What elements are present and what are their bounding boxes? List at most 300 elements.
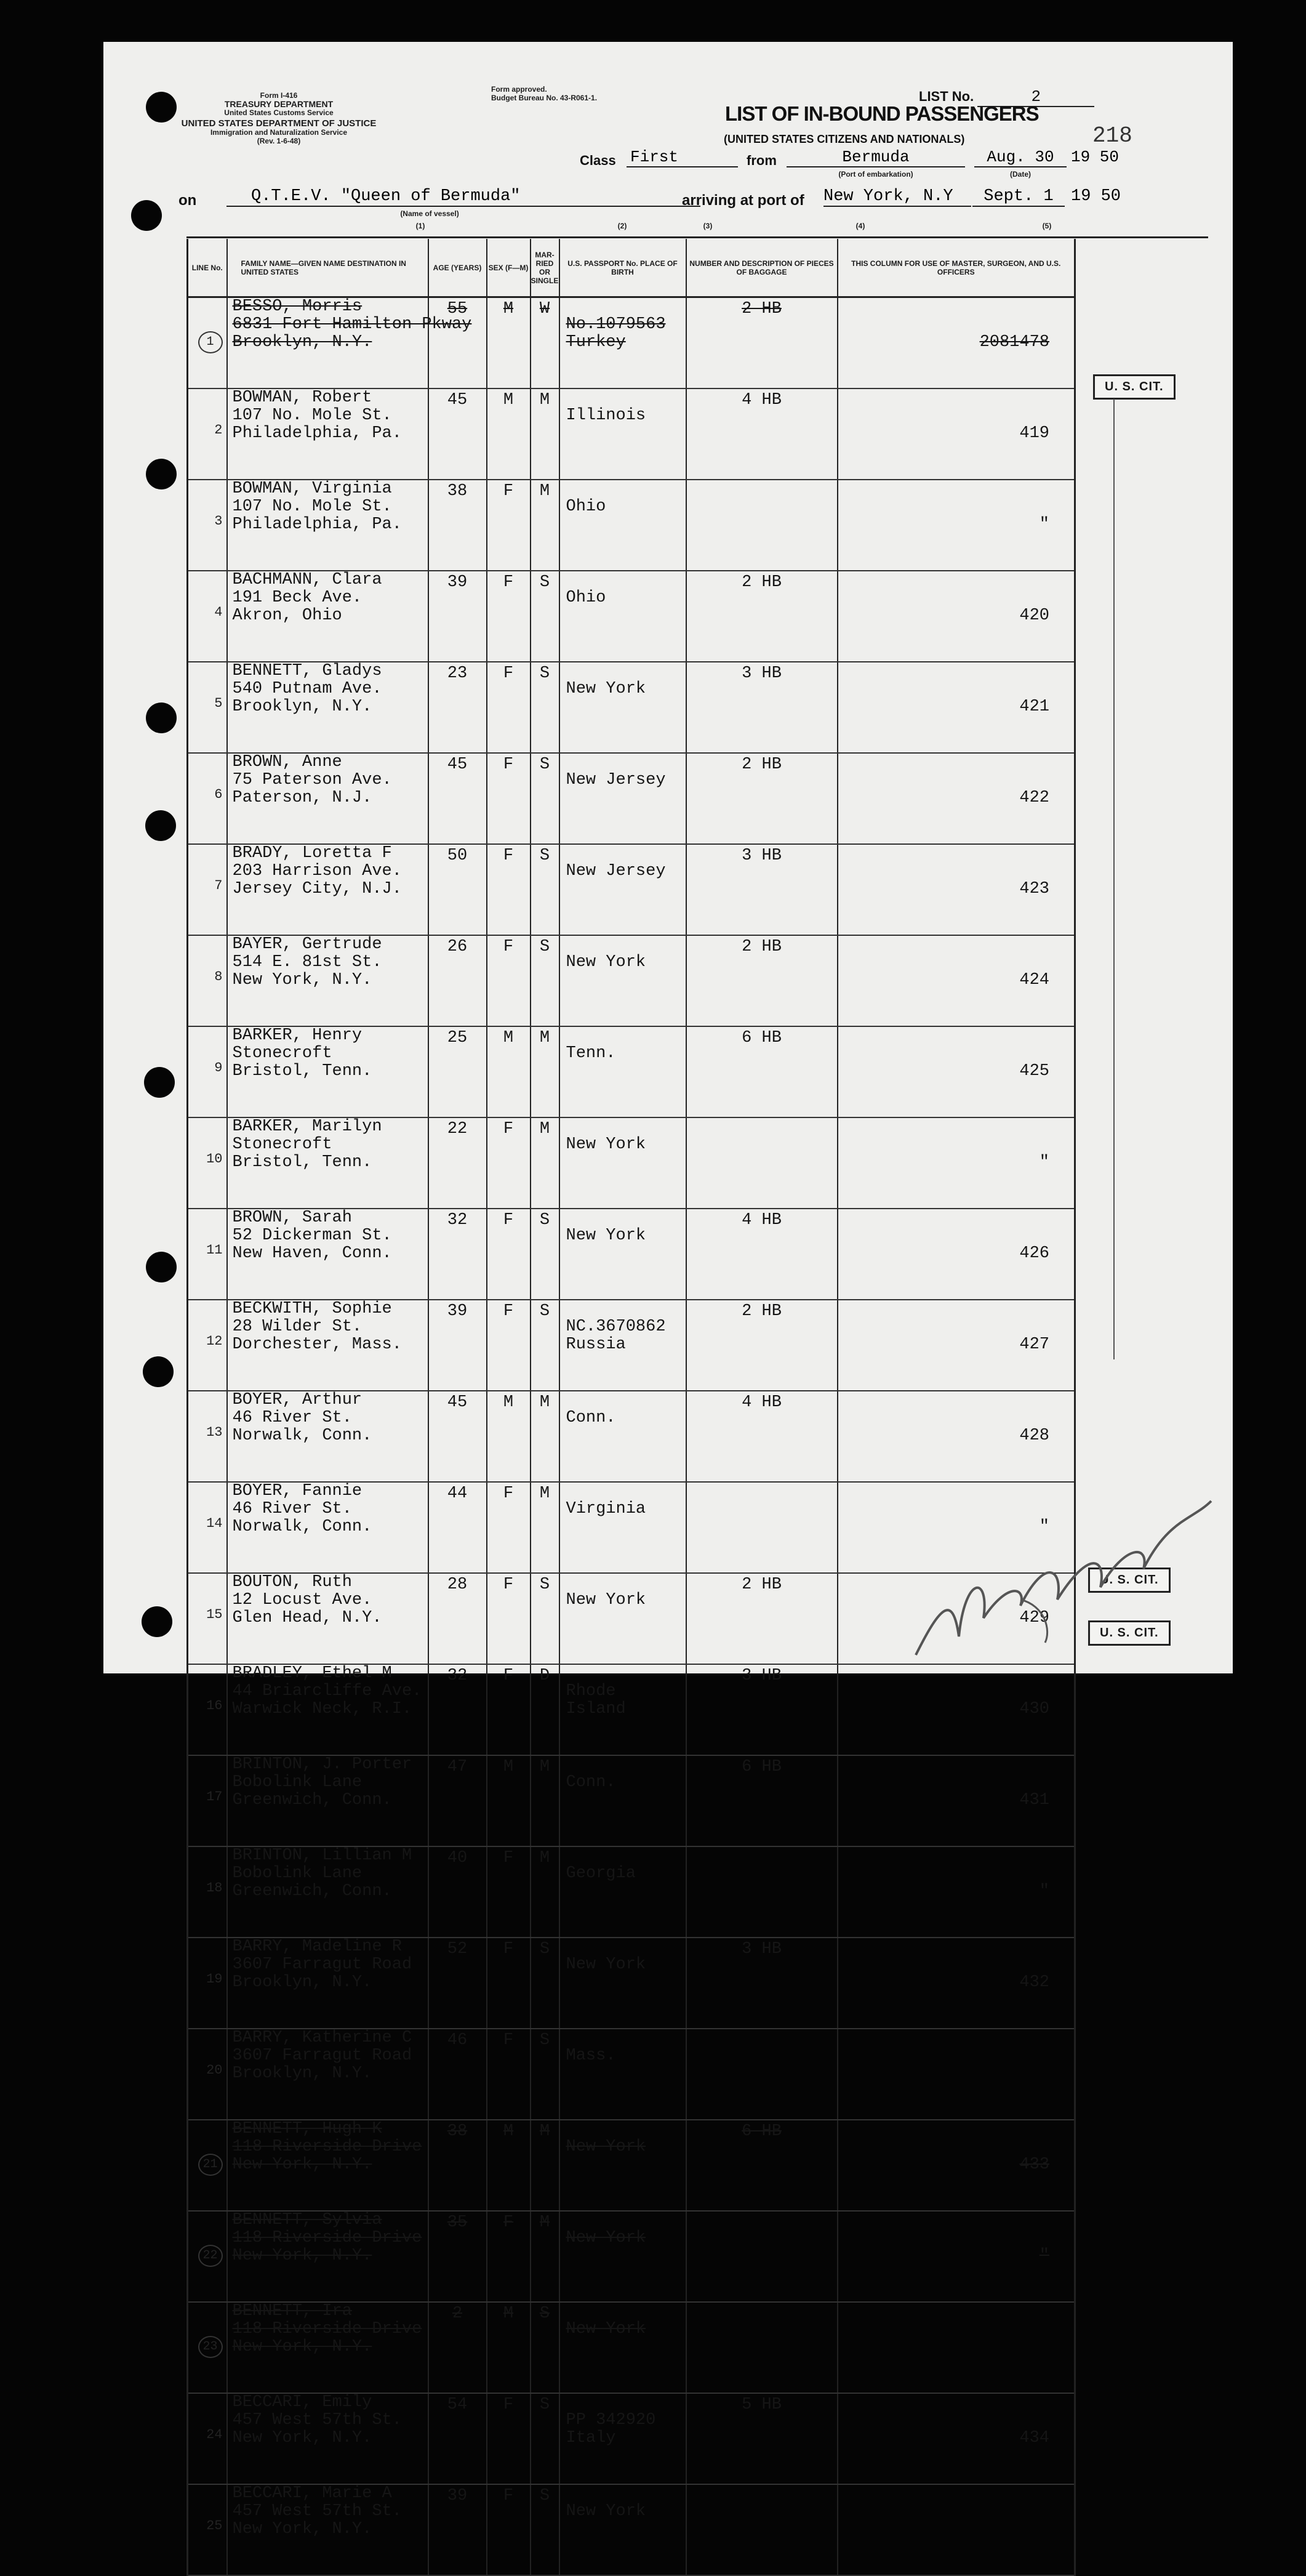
passport-cell bbox=[559, 844, 686, 935]
passenger-row bbox=[188, 2211, 1209, 2302]
address-street: Bobolink Lane bbox=[232, 1773, 363, 1792]
officer-value: " bbox=[1039, 515, 1049, 534]
form-number: Form I-416 bbox=[260, 91, 298, 100]
sex-cell bbox=[487, 1300, 531, 1391]
us-citizen-stamp: U. S. CIT. bbox=[1088, 1620, 1171, 1646]
age-cell bbox=[428, 1573, 487, 1664]
marital-cell bbox=[531, 2029, 559, 2120]
age-cell bbox=[428, 297, 487, 389]
line-number: 16 bbox=[188, 1664, 227, 1755]
address-street: 107 No. Mole St. bbox=[232, 406, 392, 425]
passenger-name: BECCARI, Marie A bbox=[232, 2484, 392, 2503]
sex-value: F bbox=[503, 1667, 514, 1685]
passenger-row bbox=[188, 2302, 1209, 2393]
officer-value: 419 bbox=[1019, 424, 1049, 443]
name-cell bbox=[227, 1209, 428, 1300]
passport-cell bbox=[559, 1664, 686, 1755]
marital-value: M bbox=[539, 2213, 550, 2232]
place-of-birth: New York bbox=[566, 2502, 646, 2521]
age-value: 47 bbox=[447, 1758, 468, 1776]
age-cell bbox=[428, 2211, 487, 2302]
marital-cell bbox=[531, 1209, 559, 1300]
passenger-row bbox=[188, 662, 1209, 753]
baggage-cell bbox=[686, 1391, 838, 1482]
passenger-row bbox=[188, 935, 1209, 1026]
officer-value: 424 bbox=[1019, 971, 1049, 989]
baggage-cell bbox=[686, 1300, 838, 1391]
marital-value: S bbox=[539, 2487, 550, 2505]
passport-cell bbox=[559, 1755, 686, 1846]
place-of-birth: Ohio bbox=[566, 589, 606, 607]
age-cell bbox=[428, 1664, 487, 1755]
place-of-birth: New Jersey bbox=[566, 771, 666, 789]
officer-cell bbox=[838, 1664, 1075, 1755]
name-cell bbox=[227, 2393, 428, 2484]
officer-value: 429 bbox=[1019, 1609, 1049, 1627]
baggage-value: 6 HB bbox=[742, 1758, 782, 1776]
sex-cell bbox=[487, 2029, 531, 2120]
ins-label: Immigration and Naturalization Service bbox=[210, 128, 348, 137]
address-city: Brooklyn, N.Y. bbox=[232, 333, 372, 352]
treasury-label: TREASURY DEPARTMENT bbox=[224, 99, 334, 109]
officer-signature bbox=[903, 1483, 1224, 1667]
on-label: on bbox=[178, 192, 197, 209]
marital-value: M bbox=[539, 482, 550, 501]
baggage-cell bbox=[686, 935, 838, 1026]
class-value: First bbox=[627, 148, 738, 167]
officer-cell bbox=[838, 388, 1075, 480]
baggage-cell bbox=[686, 2029, 838, 2120]
marital-value: S bbox=[539, 2396, 550, 2414]
embark-year: 19 50 bbox=[1071, 148, 1120, 166]
passenger-row bbox=[188, 1846, 1209, 1938]
address-city: Dorchester, Mass. bbox=[232, 1335, 402, 1354]
age-cell bbox=[428, 935, 487, 1026]
baggage-value: 2 HB bbox=[742, 300, 782, 318]
passport-number: NC.3670862 bbox=[566, 1318, 666, 1336]
sex-cell bbox=[487, 1482, 531, 1573]
col-officers: THIS COLUMN FOR USE OF MASTER, SURGEON, AND U.S. OFFICERS bbox=[838, 239, 1075, 297]
marital-cell bbox=[531, 2302, 559, 2393]
line-number: 6 bbox=[188, 753, 227, 844]
officer-value: 434 bbox=[1019, 2429, 1049, 2447]
name-cell bbox=[227, 2120, 428, 2211]
baggage-cell bbox=[686, 662, 838, 753]
place-of-birth: Mass. bbox=[566, 2047, 616, 2065]
passenger-row bbox=[188, 844, 1209, 935]
place-of-birth: New York bbox=[566, 1955, 646, 1974]
passenger-name: BRADY, Loretta F bbox=[232, 844, 392, 863]
age-cell bbox=[428, 1209, 487, 1300]
line-number: 18 bbox=[188, 1846, 227, 1938]
passenger-name: BOUTON, Ruth bbox=[232, 1573, 352, 1592]
address-city: New York, N.Y. bbox=[232, 971, 372, 989]
binder-hole bbox=[146, 702, 177, 733]
binder-hole bbox=[142, 1606, 172, 1637]
officer-cell bbox=[838, 662, 1075, 753]
embark-date: Aug. 30 bbox=[974, 148, 1067, 167]
place-of-birth: Conn. bbox=[566, 1773, 616, 1792]
bracket-line bbox=[1113, 399, 1115, 1359]
age-cell bbox=[428, 388, 487, 480]
name-cell bbox=[227, 480, 428, 571]
passenger-name: BOWMAN, Virginia bbox=[232, 480, 392, 498]
passenger-row bbox=[188, 1209, 1209, 1300]
sex-value: F bbox=[503, 1302, 514, 1321]
address-city: Paterson, N.J. bbox=[232, 789, 372, 807]
passenger-row bbox=[188, 480, 1209, 571]
address-city: Brooklyn, N.Y. bbox=[232, 2064, 372, 2083]
address-street: 28 Wilder St. bbox=[232, 1318, 363, 1336]
baggage-value: 2 HB bbox=[742, 938, 782, 956]
sex-value: M bbox=[503, 1029, 514, 1047]
col-sex: SEX (F—M) bbox=[487, 239, 531, 297]
address-city: Bristol, Tenn. bbox=[232, 1062, 372, 1081]
us-citizen-stamp: U. S. CIT. bbox=[1093, 374, 1176, 400]
age-cell bbox=[428, 1026, 487, 1117]
passenger-name: BARRY, Katherine C bbox=[232, 2029, 412, 2047]
passenger-row bbox=[188, 297, 1209, 389]
address-city: Akron, Ohio bbox=[232, 606, 342, 625]
baggage-cell bbox=[686, 297, 838, 389]
name-cell bbox=[227, 1664, 428, 1755]
sex-value: F bbox=[503, 755, 514, 774]
sex-value: F bbox=[503, 847, 514, 865]
age-cell bbox=[428, 2484, 487, 2575]
line-number: 24 bbox=[188, 2393, 227, 2484]
passenger-name: BENNETT, Hugh K bbox=[232, 2120, 382, 2138]
passport-cell bbox=[559, 935, 686, 1026]
officer-cell bbox=[838, 844, 1075, 935]
baggage-value: 2 HB bbox=[742, 573, 782, 592]
sex-cell bbox=[487, 1391, 531, 1482]
sex-cell bbox=[487, 2302, 531, 2393]
customs-label: United States Customs Service bbox=[224, 108, 334, 117]
passport-cell bbox=[559, 297, 686, 389]
address-city: New York, N.Y. bbox=[232, 2155, 372, 2174]
passenger-name: BARKER, Marilyn bbox=[232, 1117, 382, 1136]
name-cell bbox=[227, 1573, 428, 1664]
binder-hole bbox=[144, 1067, 175, 1098]
baggage-value: 3 HB bbox=[742, 1667, 782, 1685]
officer-value: 425 bbox=[1019, 1062, 1049, 1081]
address-street: 3607 Farragut Road bbox=[232, 2047, 412, 2065]
address-city: New York, N.Y. bbox=[232, 2429, 372, 2447]
marital-cell bbox=[531, 571, 559, 662]
marital-value: S bbox=[539, 1576, 550, 1594]
baggage-value: 3 HB bbox=[742, 664, 782, 683]
sex-value: F bbox=[503, 1211, 514, 1230]
officer-cell bbox=[838, 1300, 1075, 1391]
line-number: 1 bbox=[188, 297, 227, 389]
baggage-value: 4 HB bbox=[742, 391, 782, 409]
sex-cell bbox=[487, 1938, 531, 2029]
sex-value: F bbox=[503, 1849, 514, 1867]
baggage-cell bbox=[686, 1664, 838, 1755]
sex-value: F bbox=[503, 1484, 514, 1503]
arrival-year: 19 50 bbox=[1071, 187, 1121, 206]
address-street: 12 Locust Ave. bbox=[232, 1591, 372, 1609]
sex-cell bbox=[487, 297, 531, 389]
officer-cell bbox=[838, 2393, 1075, 2484]
marital-value: S bbox=[539, 1302, 550, 1321]
officer-cell bbox=[838, 2029, 1075, 2120]
address-street: 6831 Fort Hamilton Pkway bbox=[232, 315, 472, 334]
manifest-title: LIST OF IN-BOUND PASSENGERS bbox=[725, 102, 1039, 125]
address-city: New York, N.Y. bbox=[232, 2520, 372, 2538]
officer-cell bbox=[838, 1391, 1075, 1482]
sex-value: M bbox=[503, 391, 514, 409]
passenger-row bbox=[188, 1391, 1209, 1482]
passenger-row bbox=[188, 1117, 1209, 1209]
us-citizen-stamp: U. S. CIT. bbox=[1088, 1568, 1171, 1593]
passport-cell bbox=[559, 2302, 686, 2393]
marital-value: M bbox=[539, 1849, 550, 1867]
marital-value: M bbox=[539, 1758, 550, 1776]
baggage-value: 2 HB bbox=[742, 1302, 782, 1321]
baggage-value: 6 HB bbox=[742, 2122, 782, 2141]
passenger-name: BRINTON, Lillian M bbox=[232, 1846, 412, 1865]
class-label: Class bbox=[580, 153, 616, 168]
marital-cell bbox=[531, 844, 559, 935]
name-cell bbox=[227, 935, 428, 1026]
officer-cell bbox=[838, 2120, 1075, 2211]
passenger-name: BAYER, Gertrude bbox=[232, 935, 382, 954]
place-of-birth: New York bbox=[566, 680, 646, 698]
place-of-birth: New York bbox=[566, 1226, 646, 1245]
passport-cell bbox=[559, 753, 686, 844]
binder-hole bbox=[146, 92, 177, 123]
passenger-row bbox=[188, 2120, 1209, 2211]
age-value: 25 bbox=[447, 1029, 468, 1047]
baggage-cell bbox=[686, 844, 838, 935]
passenger-name: BECKWITH, Sophie bbox=[232, 1300, 392, 1318]
address-city: Norwalk, Conn. bbox=[232, 1518, 372, 1536]
address-street: 118 Riverside Drive bbox=[232, 2320, 422, 2338]
age-value: 28 bbox=[447, 1576, 468, 1594]
line-number: 9 bbox=[188, 1026, 227, 1117]
age-value: 54 bbox=[447, 2396, 468, 2414]
passenger-row bbox=[188, 2484, 1209, 2575]
officer-cell bbox=[838, 2211, 1075, 2302]
sex-cell bbox=[487, 2393, 531, 2484]
age-value: 50 bbox=[447, 847, 468, 865]
address-street: Stonecroft bbox=[232, 1135, 332, 1154]
col-name: FAMILY NAME—GIVEN NAME DESTINATION IN UNITED STATES bbox=[227, 239, 428, 297]
arriving-label: arriving at port of bbox=[682, 192, 804, 209]
passenger-row bbox=[188, 1664, 1209, 1755]
line-number: 17 bbox=[188, 1755, 227, 1846]
marital-cell bbox=[531, 2393, 559, 2484]
column-group-4: (4) bbox=[855, 222, 865, 230]
officer-cell bbox=[838, 1846, 1075, 1938]
place-of-birth: Conn. bbox=[566, 1409, 616, 1427]
age-cell bbox=[428, 1300, 487, 1391]
officer-cell bbox=[838, 753, 1075, 844]
age-cell bbox=[428, 1846, 487, 1938]
name-cell bbox=[227, 1117, 428, 1209]
officer-value: 423 bbox=[1019, 880, 1049, 898]
sex-cell bbox=[487, 1026, 531, 1117]
age-value: 2 bbox=[452, 2304, 463, 2323]
age-value: 55 bbox=[447, 300, 468, 318]
page-number: 218 bbox=[1092, 123, 1132, 148]
passport-cell bbox=[559, 1846, 686, 1938]
marital-cell bbox=[531, 2211, 559, 2302]
marital-value: M bbox=[539, 1029, 550, 1047]
passenger-name: BOWMAN, Robert bbox=[232, 388, 372, 407]
sex-cell bbox=[487, 571, 531, 662]
marital-value: W bbox=[539, 300, 550, 318]
sex-value: M bbox=[503, 1758, 514, 1776]
officer-cell bbox=[838, 1938, 1075, 2029]
place-of-birth: New York bbox=[566, 2229, 646, 2247]
manifest-page bbox=[103, 42, 1233, 2538]
officer-value: 426 bbox=[1019, 1244, 1049, 1263]
age-cell bbox=[428, 1391, 487, 1482]
baggage-cell bbox=[686, 571, 838, 662]
passenger-name: BROWN, Sarah bbox=[232, 1209, 352, 1227]
address-street: 118 Riverside Drive bbox=[232, 2229, 422, 2247]
baggage-value: 3 HB bbox=[742, 1940, 782, 1958]
marital-value: S bbox=[539, 2304, 550, 2323]
name-cell bbox=[227, 2029, 428, 2120]
passenger-name: BENNETT, Gladys bbox=[232, 662, 382, 680]
officer-value: 428 bbox=[1019, 1427, 1049, 1445]
passenger-name: BECCARI, Emily bbox=[232, 2393, 372, 2412]
age-value: 46 bbox=[447, 2031, 468, 2050]
list-number-label: LIST No. bbox=[919, 89, 974, 104]
arrival-port: New York, N.Y bbox=[823, 187, 971, 207]
officer-value: 427 bbox=[1019, 1335, 1049, 1354]
sex-cell bbox=[487, 1573, 531, 1664]
marital-cell bbox=[531, 753, 559, 844]
passenger-row bbox=[188, 388, 1209, 480]
baggage-value: 2 HB bbox=[742, 755, 782, 774]
marital-cell bbox=[531, 1755, 559, 1846]
passenger-row bbox=[188, 2393, 1209, 2484]
address-street: 75 Paterson Ave. bbox=[232, 771, 392, 789]
line-number: 8 bbox=[188, 935, 227, 1026]
passenger-row bbox=[188, 753, 1209, 844]
officer-value: 422 bbox=[1019, 789, 1049, 807]
place-of-birth: Ohio bbox=[566, 497, 606, 516]
address-street: 457 West 57th St. bbox=[232, 2411, 402, 2429]
from-label: from bbox=[747, 153, 777, 168]
baggage-cell bbox=[686, 2120, 838, 2211]
passport-cell bbox=[559, 1117, 686, 1209]
address-street: Stonecroft bbox=[232, 1044, 332, 1063]
sex-value: M bbox=[503, 300, 514, 318]
age-value: 45 bbox=[447, 391, 468, 409]
baggage-cell bbox=[686, 1846, 838, 1938]
passport-cell bbox=[559, 662, 686, 753]
passenger-name: BACHMANN, Clara bbox=[232, 571, 382, 589]
baggage-value: 4 HB bbox=[742, 1211, 782, 1230]
marital-cell bbox=[531, 1391, 559, 1482]
passenger-row bbox=[188, 2029, 1209, 2120]
col-baggage: NUMBER AND DESCRIPTION OF PIECES OF BAGGAGE bbox=[686, 239, 838, 297]
line-number: 2 bbox=[188, 388, 227, 480]
officer-cell bbox=[838, 1755, 1075, 1846]
baggage-cell bbox=[686, 388, 838, 480]
place-of-birth: Illinois bbox=[566, 406, 646, 425]
marital-value: M bbox=[539, 2122, 550, 2141]
name-cell bbox=[227, 1300, 428, 1391]
address-city: Bristol, Tenn. bbox=[232, 1153, 372, 1172]
line-number: 13 bbox=[188, 1391, 227, 1482]
line-number: 20 bbox=[188, 2029, 227, 2120]
passport-number: PP 342920 bbox=[566, 2411, 656, 2429]
passenger-name: BARRY, Madeline R bbox=[232, 1938, 402, 1956]
line-number: 3 bbox=[188, 480, 227, 571]
marital-cell bbox=[531, 662, 559, 753]
marital-cell bbox=[531, 1026, 559, 1117]
officer-cell bbox=[838, 1026, 1075, 1117]
place-of-birth: Tenn. bbox=[566, 1044, 616, 1063]
sex-cell bbox=[487, 1209, 531, 1300]
marital-cell bbox=[531, 1482, 559, 1573]
address-city: New Haven, Conn. bbox=[232, 1244, 392, 1263]
passenger-row bbox=[188, 1938, 1209, 2029]
sex-cell bbox=[487, 2120, 531, 2211]
officer-cell bbox=[838, 2484, 1075, 2575]
line-number: 15 bbox=[188, 1573, 227, 1664]
address-street: 46 River St. bbox=[232, 1409, 352, 1427]
passenger-row bbox=[188, 1755, 1209, 1846]
marital-value: S bbox=[539, 2031, 550, 2050]
officer-value: 420 bbox=[1019, 606, 1049, 625]
passport-cell bbox=[559, 1300, 686, 1391]
baggage-cell bbox=[686, 1026, 838, 1117]
sex-cell bbox=[487, 2484, 531, 2575]
age-cell bbox=[428, 662, 487, 753]
column-group-3: (3) bbox=[703, 222, 713, 230]
column-group-2: (2) bbox=[617, 222, 627, 230]
marital-value: M bbox=[539, 1120, 550, 1138]
baggage-value: 3 HB bbox=[742, 847, 782, 865]
name-cell bbox=[227, 753, 428, 844]
sex-cell bbox=[487, 844, 531, 935]
name-cell bbox=[227, 2211, 428, 2302]
passport-cell bbox=[559, 571, 686, 662]
place-of-birth: New York bbox=[566, 953, 646, 972]
place-of-birth: Italy bbox=[566, 2429, 616, 2447]
passport-cell bbox=[559, 1573, 686, 1664]
marital-value: S bbox=[539, 664, 550, 683]
baggage-value: 2 HB bbox=[742, 1576, 782, 1594]
budget-bureau: Budget Bureau No. 43-R061-1. bbox=[491, 94, 598, 102]
passport-cell bbox=[559, 388, 686, 480]
marital-value: S bbox=[539, 755, 550, 774]
marital-cell bbox=[531, 1117, 559, 1209]
baggage-value: 6 HB bbox=[742, 1029, 782, 1047]
age-value: 40 bbox=[447, 1849, 468, 1867]
marital-cell bbox=[531, 935, 559, 1026]
name-cell bbox=[227, 2484, 428, 2575]
sex-cell bbox=[487, 1664, 531, 1755]
officer-value: " bbox=[1039, 1882, 1049, 1901]
sex-cell bbox=[487, 1117, 531, 1209]
age-value: 44 bbox=[447, 1484, 468, 1503]
passenger-row bbox=[188, 1026, 1209, 1117]
passenger-name: BOYER, Arthur bbox=[232, 1391, 363, 1409]
passport-cell bbox=[559, 1482, 686, 1573]
passenger-name: BENNETT, Ira bbox=[232, 2302, 352, 2320]
binder-hole bbox=[146, 459, 177, 489]
address-city: Brooklyn, N.Y. bbox=[232, 698, 372, 716]
col-line-no: LINE No. bbox=[188, 239, 227, 297]
